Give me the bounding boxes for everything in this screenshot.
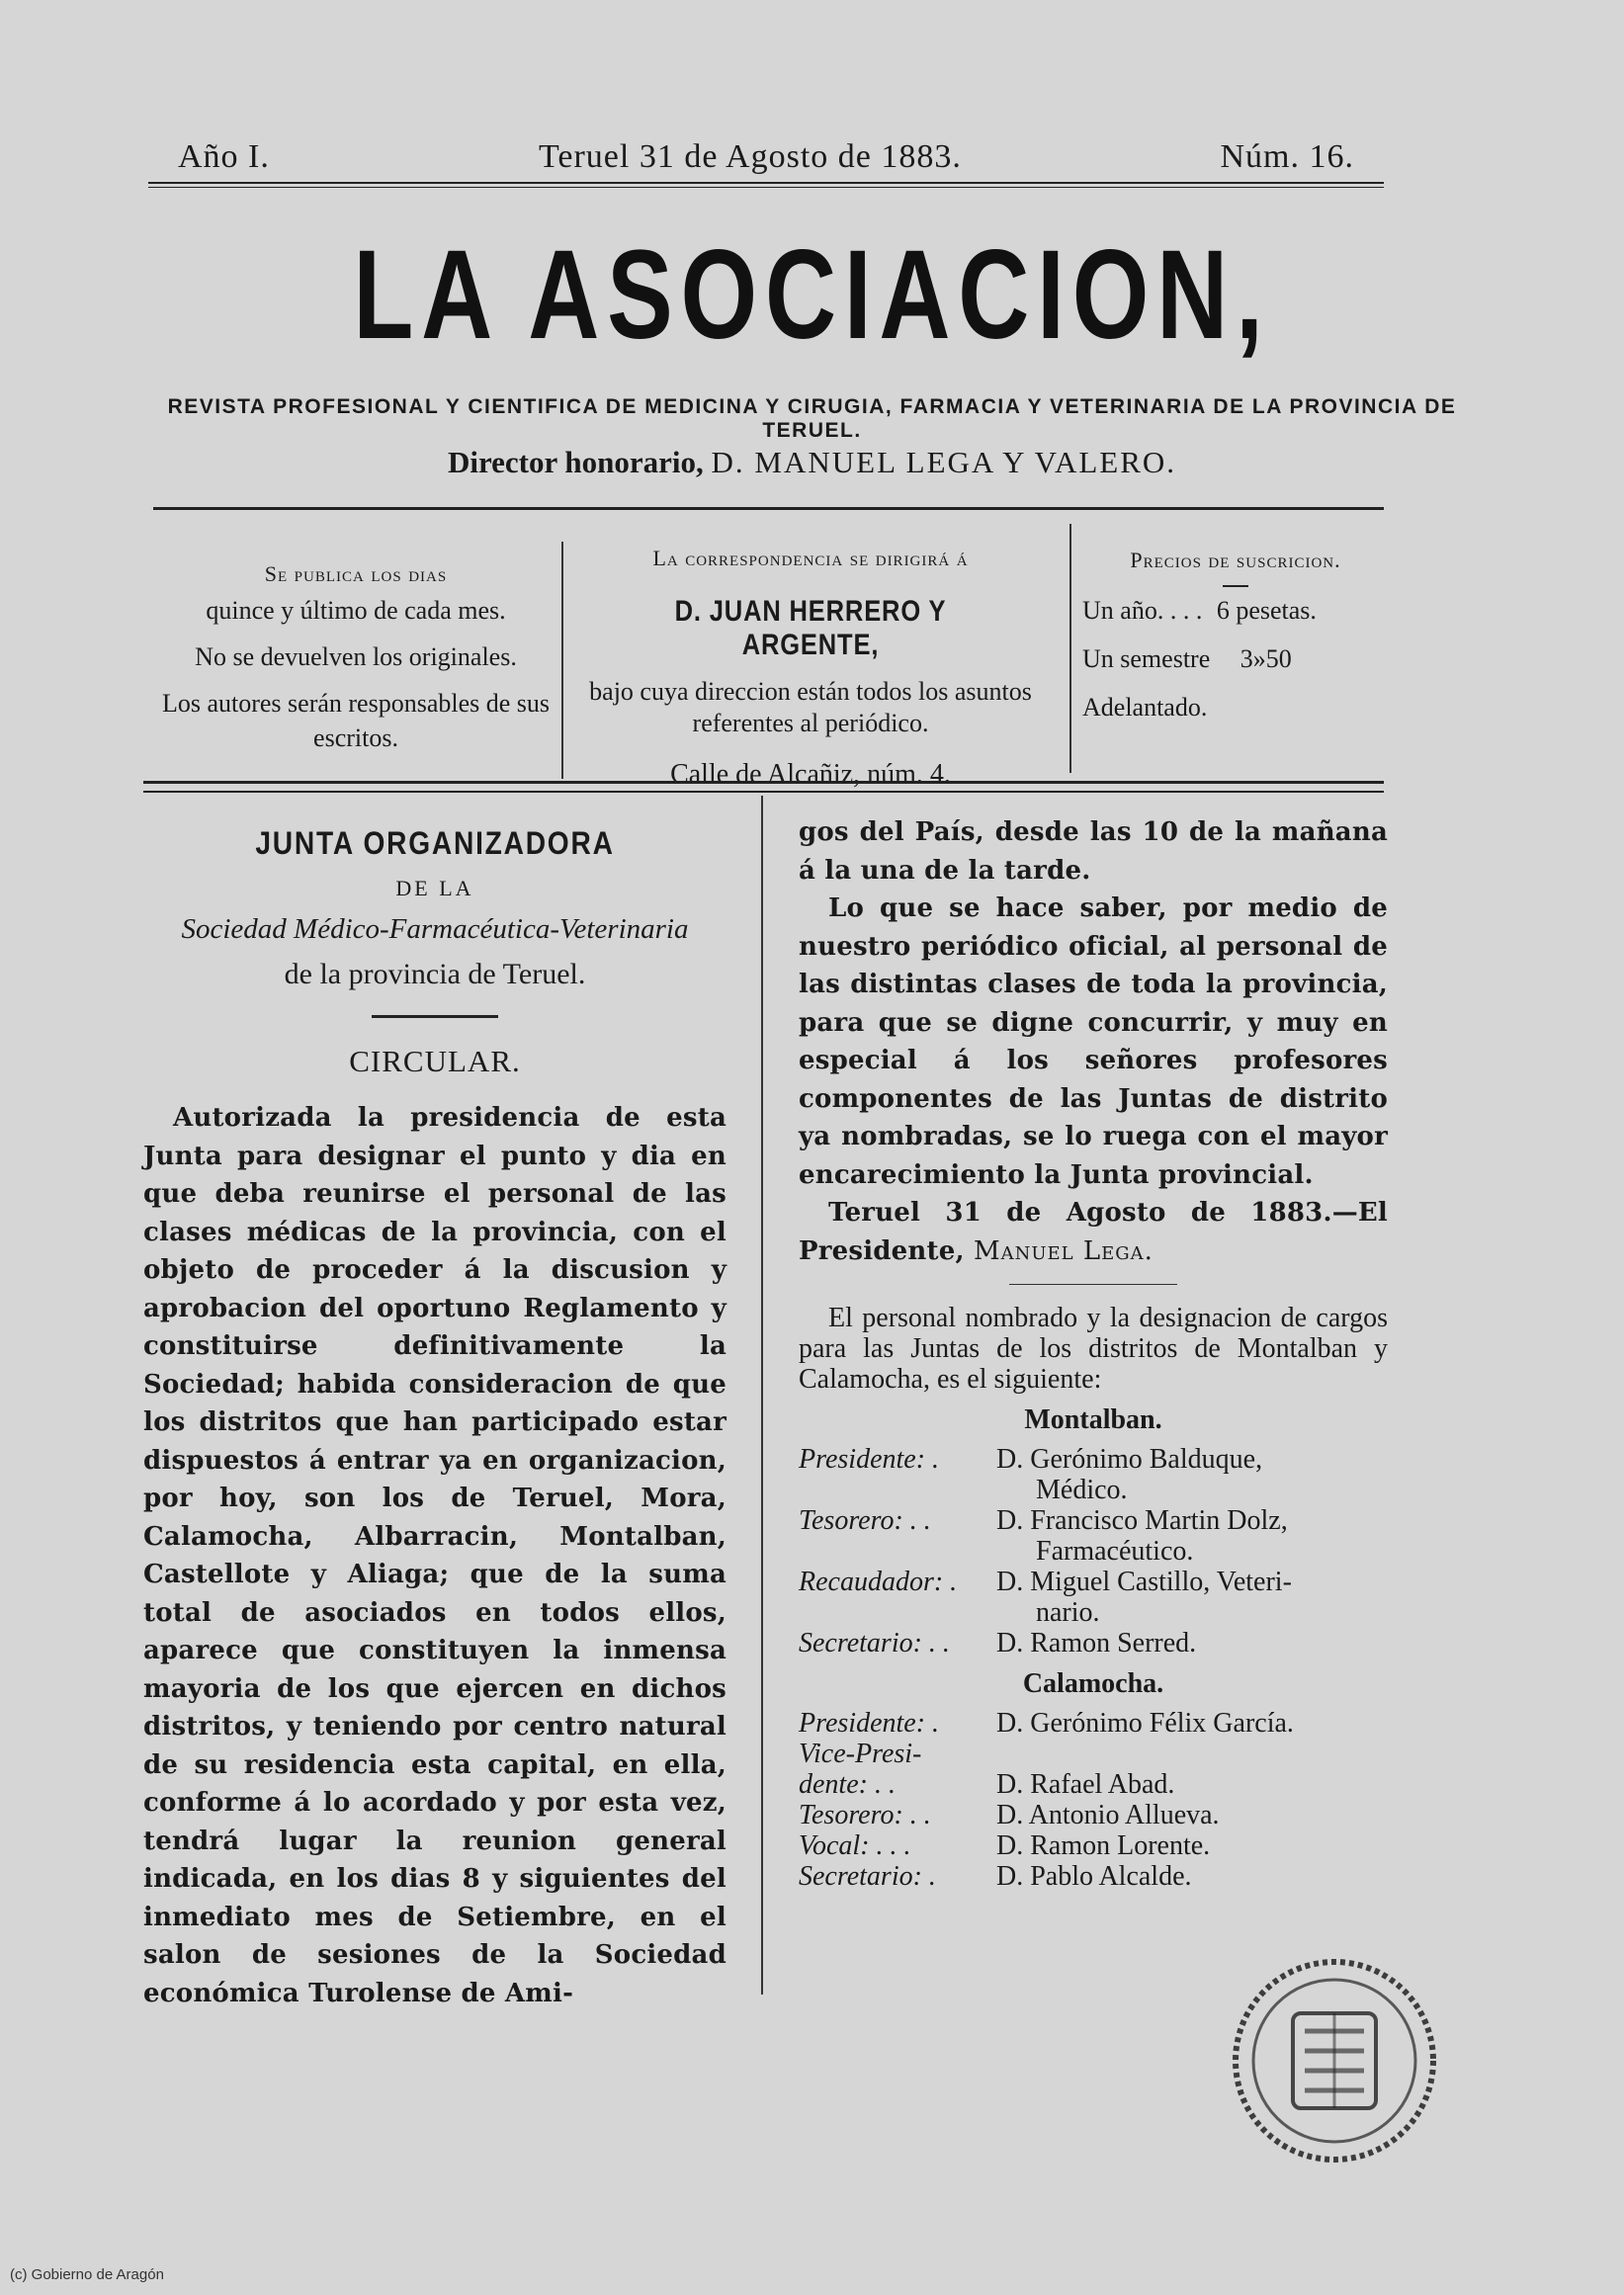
prices-dash bbox=[1223, 585, 1248, 587]
column-divider bbox=[761, 796, 763, 1995]
price-year-value: 6 pesetas. bbox=[1216, 595, 1317, 625]
montalban-role: Tesorero: . . D. Francisco Martin Dolz, Farmacéutico. bbox=[799, 1505, 1288, 1567]
article-heading-province: de la provincia de Teruel. bbox=[284, 958, 586, 990]
heading-rule bbox=[372, 1015, 498, 1018]
price-year bbox=[1082, 593, 1389, 628]
info-rule-lower bbox=[143, 791, 1384, 793]
issue-date: Teruel 31 de Agosto de 1883. bbox=[539, 138, 962, 175]
signature-rule bbox=[1009, 1284, 1177, 1285]
director-label: Director honorario, bbox=[447, 445, 704, 479]
price-semester-label: Un semestre bbox=[1082, 643, 1211, 673]
calamocha-role: Vocal: . . . D. Ramon Lorente. bbox=[799, 1830, 1211, 1861]
article-body-left: Autorizada la presidencia de esta Junta para designar el punto y dia en que deba reunirse el personal de las clases médicas de la provincia, con el objeto de proceder á la discusion y aprobacion del oportuno Reglamento y constituirse definitivamente la Sociedad; habida consideracion de que los distritos que han participado estar dispuestos á entrar ya en organizacion, por hoy, son los de Teruel, Mora, Calamocha, Albarracin, Montalban, Castellote y Aliaga; que de la suma total de asociados en todos ellos, aparece que constituyen la inmensa mayoria de los que ejercen en dichos distritos, y teniendo por centro natural de su residencia esta capital, en ella, conforme á lo acordado y por esta vez, tendrá lugar la reunion general indicada, en los dias 8 y siguientes del inmediato mes de Setiembre, en el salon de sesiones de la Sociedad económica Turolense de Ami- bbox=[143, 1103, 727, 2008]
correspondence-line1: La correspondencia se dirigirá á bbox=[652, 546, 969, 570]
montalban-role: Secretario: . . D. Ramon Serred. bbox=[799, 1628, 1197, 1658]
montalban-role: Presidente: . D. Gerónimo Balduque, Médico. bbox=[799, 1444, 1263, 1505]
calamocha-role: Secretario: . D. Pablo Alcalde. bbox=[799, 1861, 1192, 1892]
calamocha-role: Vice-Presi- bbox=[799, 1739, 922, 1769]
masthead-title: LA ASOCIACION, bbox=[353, 224, 1271, 366]
issue-header bbox=[148, 128, 1384, 188]
correspondence-line2: bajo cuya direccion están todos los asuntos referentes al periódico. bbox=[589, 676, 1032, 738]
postage-stamp-icon bbox=[1226, 1952, 1443, 2169]
publication-line3: No se devuelven los originales. bbox=[195, 641, 517, 671]
masthead-subtitle: REVISTA PROFESIONAL Y CIENTIFICA DE MEDICINA Y CIRUGIA, FARMACIA Y VETERINARIA DE LA PROVINCIA DE TERUEL. bbox=[167, 395, 1457, 442]
calamocha-roles bbox=[799, 1708, 1388, 1892]
publication-line4: Los autores serán responsables de sus escritos. bbox=[161, 688, 551, 752]
article-heading: JUNTA ORGANIZADORA bbox=[255, 825, 615, 861]
calamocha-role: Tesorero: . . D. Antonio Allueva. bbox=[799, 1800, 1220, 1830]
calamocha-role: dente: . . D. Rafael Abad. bbox=[799, 1769, 1175, 1800]
copyright-notice: (c) Gobierno de Aragón bbox=[10, 2266, 164, 2283]
article-heading-de-la: DE LA bbox=[395, 876, 474, 900]
issue-number: Núm. 16. bbox=[1220, 138, 1354, 175]
prices-title: Precios de suscricion. bbox=[1130, 548, 1341, 572]
price-advance: Adelantado. bbox=[1082, 692, 1208, 722]
price-semester-value: 3»50 bbox=[1239, 643, 1292, 673]
publication-line2: quince y último de cada mes. bbox=[206, 595, 506, 625]
price-semester bbox=[1082, 641, 1389, 676]
price-year-label: Un año. . . . bbox=[1082, 595, 1203, 625]
publication-info bbox=[158, 534, 554, 771]
publication-line1: Se publica los dias bbox=[264, 561, 448, 586]
header-rule-top bbox=[148, 182, 1384, 184]
article-left-column bbox=[143, 825, 727, 2012]
signature-name: Manuel Lega. bbox=[974, 1235, 1154, 1266]
director-name: D. MANUEL LEGA Y VALERO. bbox=[711, 445, 1177, 479]
montalban-roles bbox=[799, 1444, 1388, 1658]
subscription-prices bbox=[1082, 534, 1389, 771]
article-heading-society: Sociedad Médico-Farmacéutica-Veterinaria bbox=[181, 913, 689, 945]
info-rule-upper bbox=[143, 781, 1384, 784]
calamocha-role: Presidente: . D. Gerónimo Félix García. bbox=[799, 1708, 1294, 1739]
header-rule-bottom bbox=[148, 187, 1384, 188]
info-divider-2 bbox=[1069, 524, 1071, 773]
info-divider-1 bbox=[561, 542, 563, 779]
calamocha-title: Calamocha. bbox=[1022, 1668, 1164, 1699]
year-of-publication: Año I. bbox=[178, 138, 270, 175]
personnel-intro: El personal nombrado y la designacion de cargos para las Juntas de los distritos de Montalban y Calamocha, es el siguiente: bbox=[799, 1303, 1388, 1395]
correspondence-address: Calle de Alcañiz, núm. 4. bbox=[670, 758, 951, 790]
article-body-notice: Lo que se hace saber, por medio de nuestro periódico oficial, al personal de las distintas clases de toda la provincia, para que se digne concurrir, y muy en especial á los señores profesores componentes de las Juntas de distrito ya nombradas, se lo ruega con el mayor encarecimiento la Junta provincial. bbox=[799, 893, 1388, 1190]
director-line bbox=[0, 445, 1624, 480]
article-body-continued: gos del País, desde las 10 de la mañana á la una de la tarde. bbox=[799, 817, 1388, 886]
circular-title: CIRCULAR. bbox=[349, 1044, 521, 1078]
masthead-rule bbox=[153, 507, 1384, 510]
signature-text: Teruel 31 de Agosto de 1883.—El Presidente, bbox=[799, 1198, 1388, 1266]
article-right-column bbox=[799, 813, 1388, 1892]
correspondence-info bbox=[573, 534, 1048, 790]
montalban-role: Recaudador: . D. Miguel Castillo, Veteri- nario. bbox=[799, 1567, 1292, 1628]
article-signature bbox=[799, 1194, 1388, 1270]
correspondence-name: D. JUAN HERRERO Y ARGENTE, bbox=[674, 594, 947, 661]
montalban-title: Montalban. bbox=[1024, 1404, 1162, 1435]
